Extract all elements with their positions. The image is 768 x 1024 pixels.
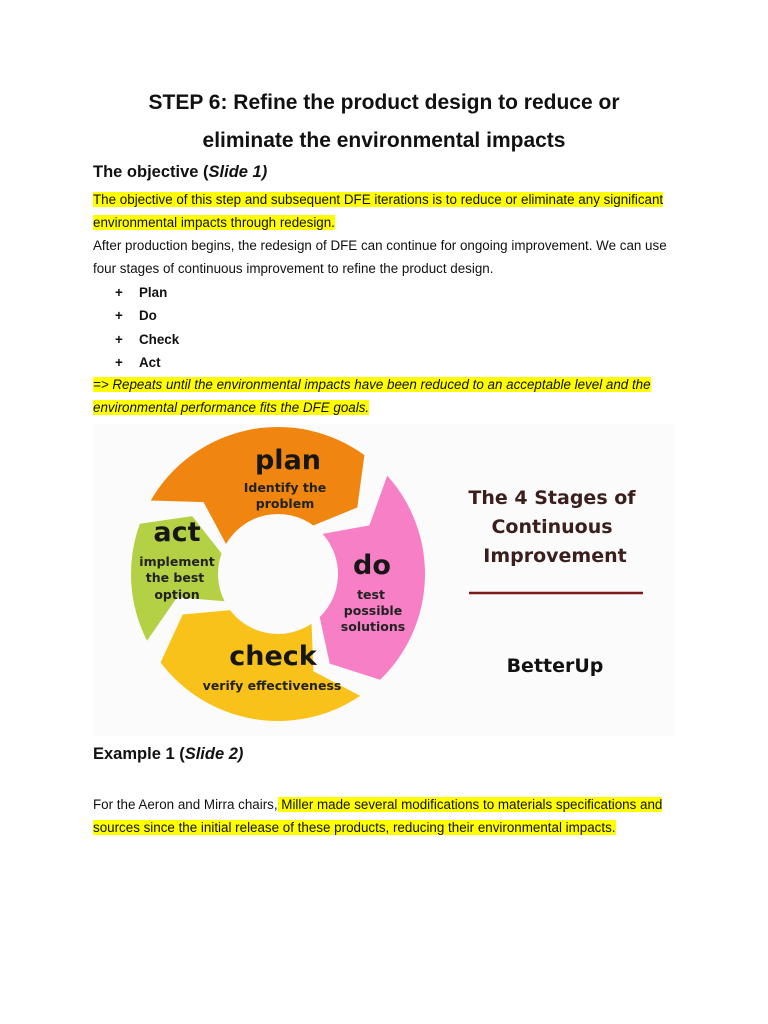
example-text-plain: For the Aeron and Mirra chairs, — [93, 797, 278, 812]
objective-highlight — [93, 188, 683, 235]
act-line-2: the best — [145, 570, 205, 585]
plan-line-2: problem — [255, 496, 315, 511]
act-title: act — [153, 517, 201, 548]
bullet-mark: + — [115, 354, 123, 370]
repeat-note — [93, 373, 683, 420]
act-line-1: implement — [139, 554, 215, 569]
do-title: do — [353, 550, 391, 581]
act-line-3: option — [154, 587, 200, 602]
objective-heading-slide: Slide 1) — [208, 163, 268, 181]
do-line-2: possible — [343, 603, 403, 618]
example-heading-text: Example 1 ( — [93, 745, 185, 763]
check-line-1: verify effectiveness — [202, 678, 342, 693]
page-title — [60, 84, 708, 160]
bullet-mark: + — [115, 285, 123, 300]
do-line-3: solutions — [340, 619, 406, 634]
do-line-1: test — [357, 587, 385, 602]
list-item-label: Do — [139, 308, 157, 324]
list-item-label: Act — [139, 354, 161, 370]
bullet-mark: + — [115, 308, 123, 324]
cycle-diagram — [93, 424, 675, 736]
bullet-mark: + — [115, 331, 123, 347]
betterup-logo: BetterUp — [506, 655, 604, 677]
example-paragraph — [93, 793, 683, 840]
objective-heading — [93, 163, 267, 182]
repeat-note-text: => Repeats until the environmental impacts have been reduced to an acceptable level and the environmental performance fits the DFE goals. — [93, 377, 651, 416]
plan-line-1: Identify the — [243, 480, 327, 495]
objective-heading-text: The objective ( — [93, 163, 209, 181]
list-item-label: Plan — [139, 285, 168, 300]
title-line-2: eliminate the environmental impacts — [202, 129, 566, 152]
objective-paragraph: After production begins, the redesign of DFE can continue for ongoing improvement. We can use four stages of continuous improvement to refine the product design. — [93, 238, 667, 277]
figure-heading-line-1: The 4 Stages of — [468, 487, 636, 509]
example-heading — [93, 745, 243, 764]
example-heading-slide: Slide 2) — [184, 745, 244, 763]
list-item-label: Check — [139, 331, 180, 347]
objective-highlight-text: The objective of this step and subsequent DFE iterations is to reduce or eliminate any significant environmental impacts through redesign. — [93, 192, 664, 231]
figure-heading-line-3: Improvement — [483, 545, 627, 567]
check-title: check — [229, 641, 317, 672]
plan-title: plan — [254, 445, 322, 476]
title-line-1: STEP 6: Refine the product design to reduce or — [148, 91, 620, 114]
example-text-highlight: Miller made several modifications to materials specifications and sources since the initial release of these products, reducing their environmental impacts. — [93, 797, 663, 836]
figure-heading-line-2: Continuous — [491, 516, 613, 538]
continuous-improvement-figure — [93, 424, 675, 736]
